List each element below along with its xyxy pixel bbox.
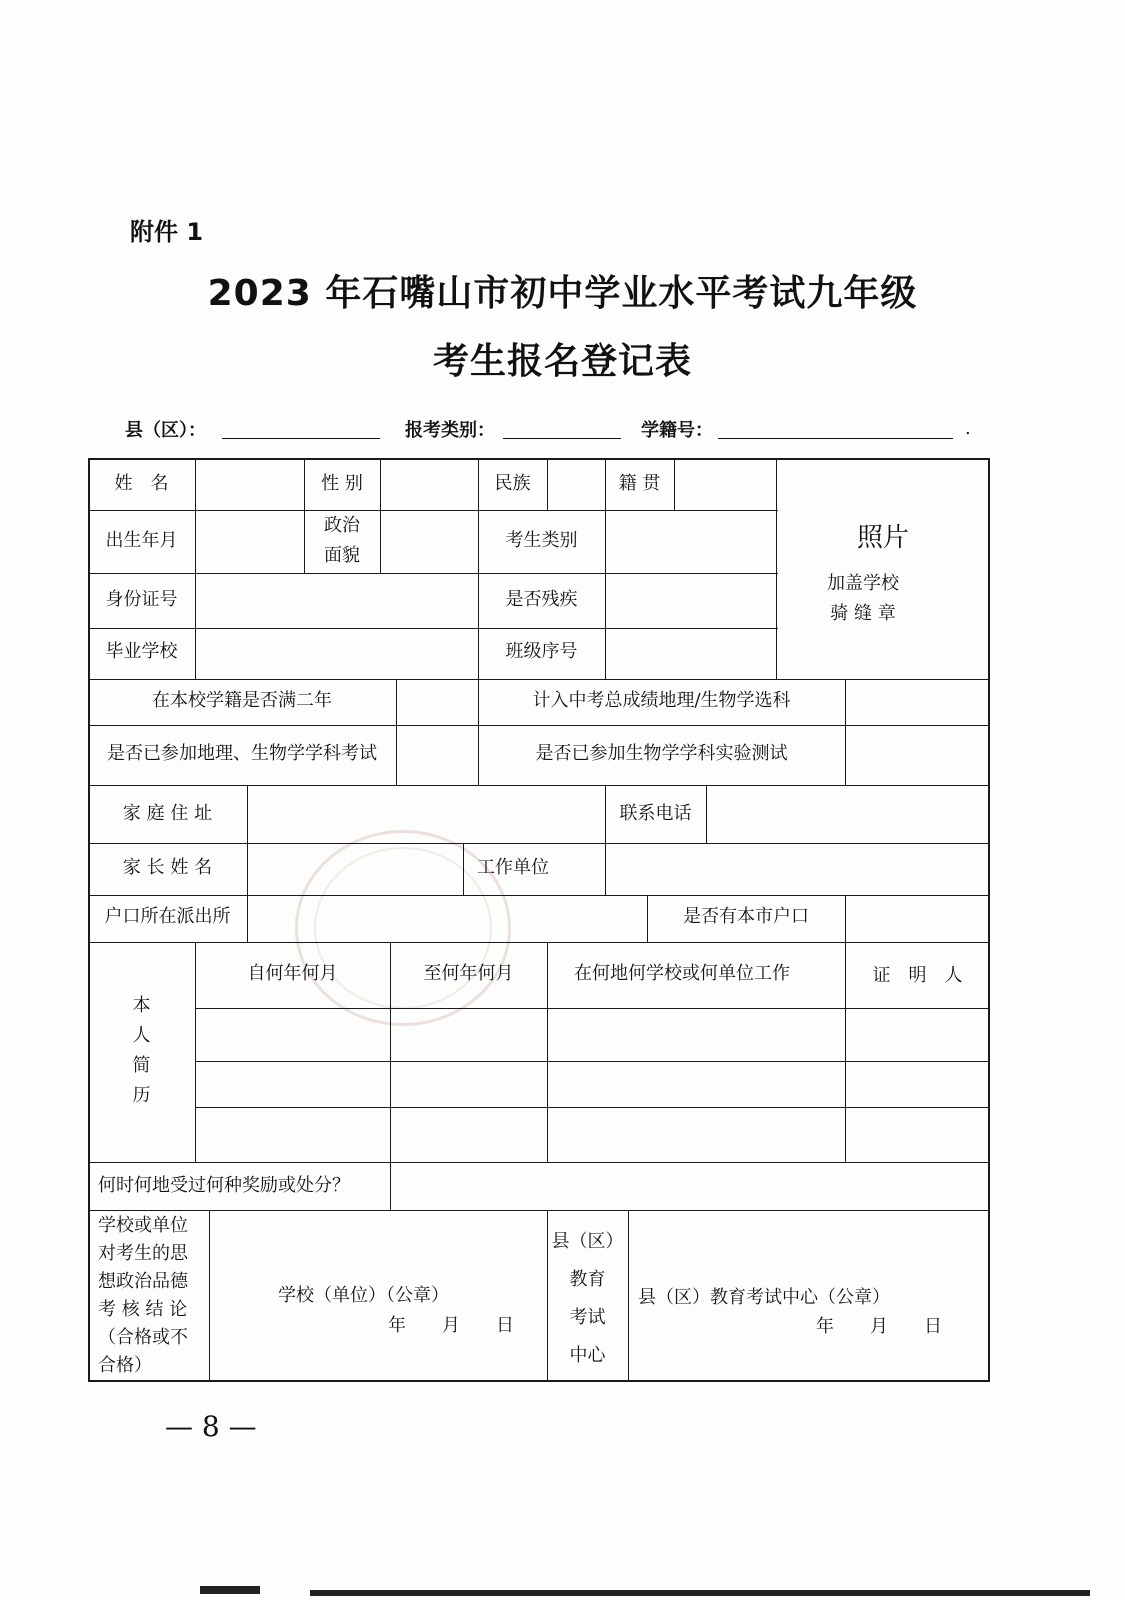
exam-type-label: 报考类别：	[405, 420, 495, 441]
took-geo-bio-label: 是否已参加地理、生物学学科考试	[107, 743, 377, 764]
from-header: 自何年何月	[247, 963, 338, 984]
evaluation-label-6: 合格）	[98, 1355, 152, 1376]
birth-label: 出生年月	[105, 530, 178, 551]
witness-header: 证 明 人	[872, 965, 963, 986]
header-period: .	[965, 418, 971, 439]
county-field[interactable]	[222, 438, 380, 439]
parent-name-field[interactable]	[249, 845, 461, 893]
phone-label: 联系电话	[619, 803, 692, 824]
local-hukou-label: 是否有本市户口	[683, 906, 809, 927]
gender-field[interactable]	[382, 460, 476, 508]
resume-label-1: 本	[132, 995, 151, 1016]
student-id-label: 学籍号：	[641, 420, 713, 441]
center-date: 年 月 日	[816, 1316, 942, 1337]
bottom-mark	[200, 1586, 260, 1594]
resume-label-2: 人	[132, 1025, 151, 1046]
phone-field[interactable]	[708, 787, 988, 841]
county-center-2: 教育	[569, 1269, 606, 1290]
native-place-field[interactable]	[676, 460, 774, 508]
work-unit-label: 工作单位	[477, 857, 549, 878]
disabled-field[interactable]	[607, 575, 774, 626]
resume-row-1[interactable]	[197, 1010, 988, 1059]
county-center-4: 中心	[569, 1345, 606, 1366]
name-field[interactable]	[197, 460, 302, 508]
police-station-field[interactable]	[249, 897, 645, 940]
took-bio-lab-field[interactable]	[847, 727, 988, 783]
to-header: 至何年何月	[423, 963, 514, 984]
ethnicity-label: 民族	[494, 473, 531, 494]
disabled-label: 是否残疾	[505, 589, 578, 610]
rewards-field[interactable]	[392, 1164, 988, 1208]
resume-label-4: 历	[132, 1085, 151, 1106]
county-label: 县（区）：	[125, 420, 206, 441]
form-title-line-2: 考生报名登记表	[432, 341, 692, 382]
ethnicity-field[interactable]	[549, 460, 603, 508]
graduate-school-label: 毕业学校	[105, 641, 178, 662]
page-number: — 8 —	[165, 1410, 257, 1443]
center-seal-text: 县（区）教育考试中心（公章）	[638, 1287, 890, 1308]
name-label: 姓 名	[114, 473, 169, 494]
attachment-label: 附件 1	[130, 218, 204, 246]
exam-type-field[interactable]	[503, 438, 621, 439]
candidate-type-label: 考生类别	[505, 530, 578, 551]
id-number-label: 身份证号	[105, 589, 178, 610]
political-label-2: 面貌	[324, 545, 360, 566]
two-years-field[interactable]	[398, 681, 476, 723]
evaluation-label-4: 考 核 结 论	[98, 1299, 188, 1320]
elective-field[interactable]	[847, 681, 988, 723]
school-seal-text: 学校（单位）（公章）	[278, 1285, 449, 1306]
took-geo-bio-field[interactable]	[398, 727, 476, 783]
class-no-label: 班级序号	[505, 641, 578, 662]
form-title-line-1: 2023 年石嘴山市初中学业水平考试九年级	[207, 273, 918, 314]
school-date: 年 月 日	[388, 1315, 514, 1336]
work-unit-field[interactable]	[607, 845, 988, 893]
rewards-label: 何时何地受过何种奖励或处分？	[98, 1175, 350, 1196]
photo-title: 照片	[856, 523, 909, 553]
address-label: 家 庭 住 址	[122, 803, 213, 824]
resume-label-3: 简	[132, 1055, 151, 1076]
resume-row-3[interactable]	[197, 1109, 988, 1160]
evaluation-label-5: （合格或不	[98, 1327, 188, 1348]
took-bio-lab-label: 是否已参加生物学学科实验测试	[535, 743, 788, 764]
id-number-field[interactable]	[197, 575, 476, 626]
evaluation-label-1: 学校或单位	[98, 1215, 188, 1236]
political-label-1: 政治	[324, 515, 360, 536]
where-header: 在何地何学校或何单位工作	[574, 963, 790, 984]
resume-row-2[interactable]	[197, 1063, 988, 1105]
two-years-label: 在本校学籍是否满二年	[152, 690, 332, 711]
evaluation-label-3: 想政治品德	[98, 1271, 188, 1292]
graduate-school-field[interactable]	[197, 630, 476, 677]
elective-label: 计入中考总成绩地理/生物学选科	[532, 690, 791, 711]
evaluation-label-2: 对考生的思	[98, 1243, 188, 1264]
class-no-field[interactable]	[607, 630, 774, 677]
bottom-bar	[310, 1590, 1090, 1596]
gender-label: 性 别	[321, 473, 363, 494]
political-field[interactable]	[382, 512, 476, 571]
photo-note-1: 加盖学校	[827, 573, 899, 594]
student-id-field[interactable]	[718, 438, 953, 439]
local-hukou-field[interactable]	[847, 897, 988, 940]
county-center-3: 考试	[569, 1307, 606, 1328]
native-place-label: 籍 贯	[618, 473, 661, 494]
birth-field[interactable]	[197, 512, 302, 571]
police-station-label: 户口所在派出所	[104, 906, 231, 927]
county-center-1: 县（区）	[551, 1231, 624, 1252]
candidate-type-field[interactable]	[607, 512, 774, 571]
address-field[interactable]	[249, 787, 603, 841]
parent-name-label: 家 长 姓 名	[122, 857, 213, 878]
photo-note-2: 骑 缝 章	[830, 603, 896, 624]
